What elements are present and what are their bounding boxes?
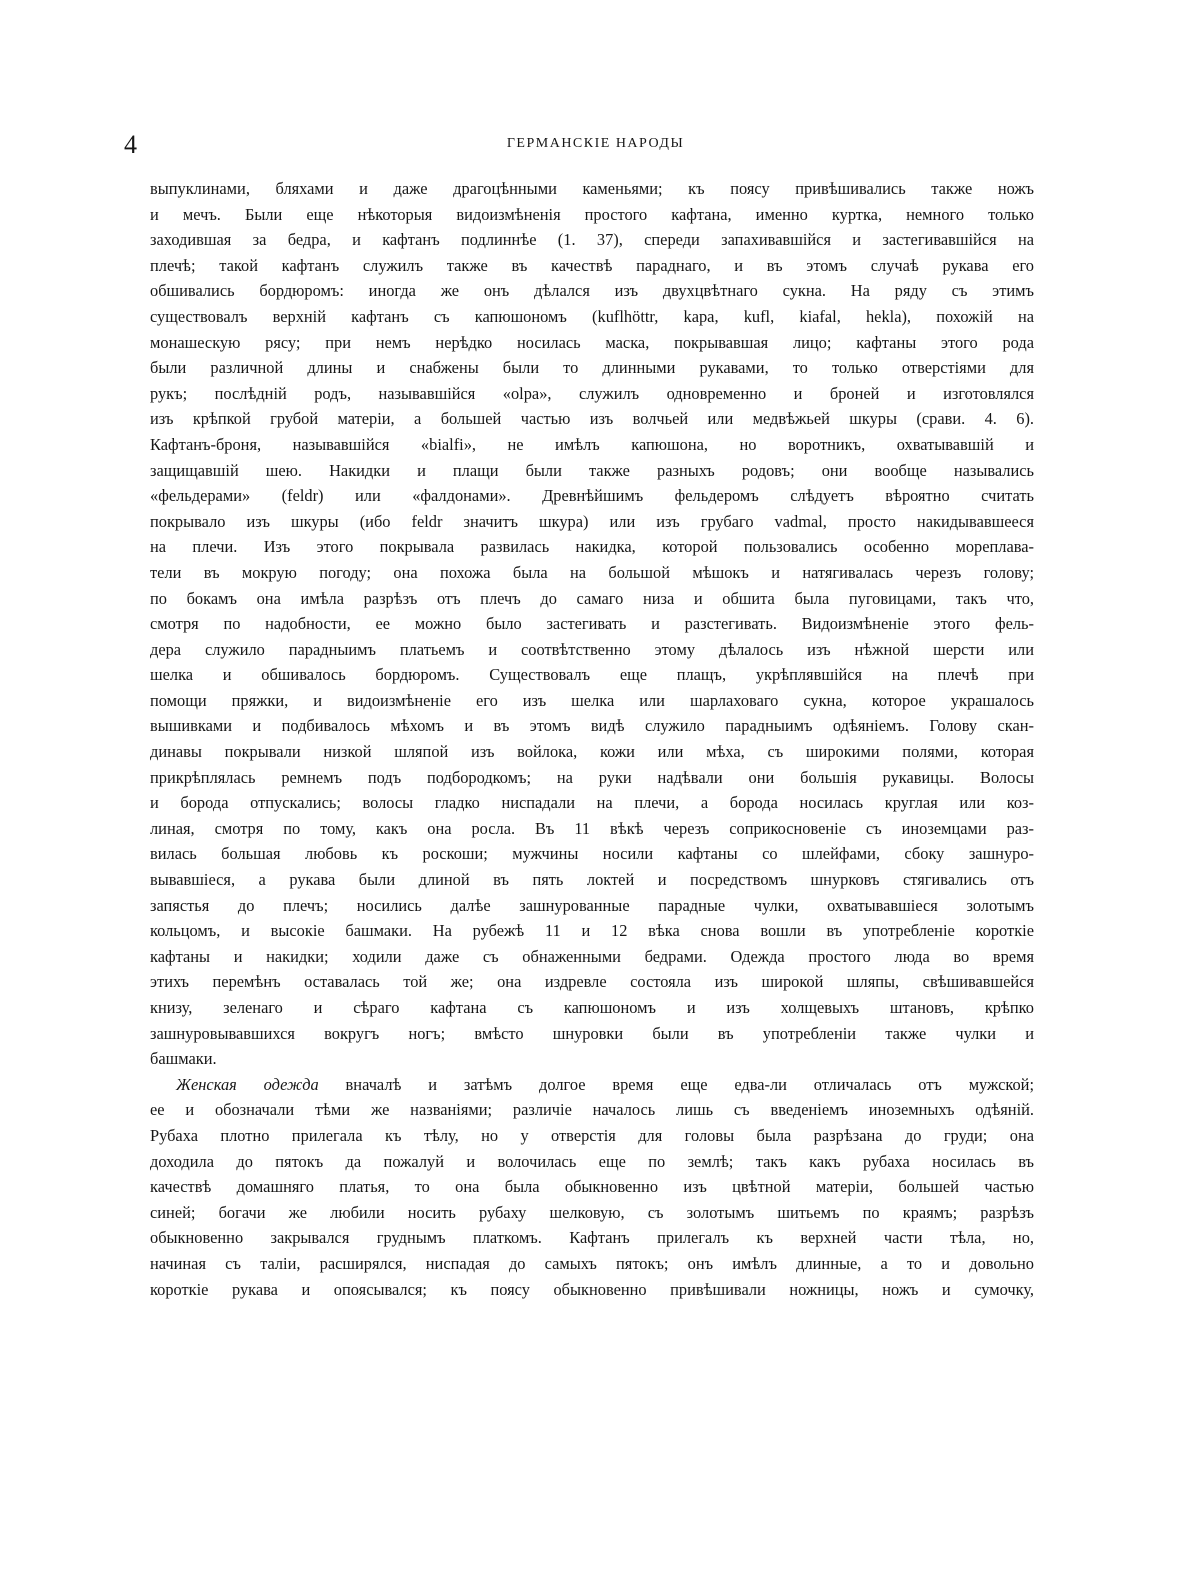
text-line: и борода отпускались; волосы гладко ниспадали на плечи, а борода носилась круглая или коз- <box>150 793 1034 813</box>
text-line: на плечи. Изъ этого покрывала развилась накидка, которой пользовались особенно мореплава- <box>150 537 1034 557</box>
text-line: динавы покрывали низкой шляпой изъ войлока, кожи или мѣха, съ широкими полями, которая <box>150 742 1034 762</box>
text-line: заходившая за бедра, и кафтанъ подлиннѣе (1. 37), спереди запахивавшійся и застегивавшійся на <box>150 230 1034 250</box>
text-line: дера служило парадныимъ платьемъ и соотвѣтственно этому дѣлалось изъ нѣжной шерсти или <box>150 639 1034 659</box>
text-line: и мечъ. Были еще нѣкоторыя видоизмѣненія простого кафтана, именно куртка, немного только <box>150 204 1034 224</box>
text-line: этихъ перемѣнъ оставалась той же; она издревле состояла изъ широкой шляпы, свѣшивавшейся <box>150 972 1034 992</box>
text-line <box>150 1072 1034 1098</box>
text-line: обыкновенно закрывался груднымъ платкомъ. Кафтанъ прилегалъ къ верхней части тѣла, но, <box>150 1228 1034 1248</box>
text-line: начиная съ таліи, расширялся, ниспадая до самыхъ пятокъ; онъ имѣлъ длинные, а то и довольно <box>150 1253 1034 1273</box>
paragraph-women-clothing <box>150 1072 1034 1302</box>
text-line: шелка и обшивалось бордюромъ. Существовалъ еще плащъ, укрѣплявшійся на плечѣ при <box>150 665 1034 685</box>
text-line: были различной длины и снабжены были то длинными рукавами, то только отверстіями для <box>150 358 1034 378</box>
paragraph-men-clothing <box>150 176 1034 1072</box>
text-line: прикрѣплялась ремнемъ подъ подбородкомъ; на руки надѣвали они большія рукавицы. Волосы <box>150 767 1034 787</box>
text-line: тели въ мокрую погоду; она похожа была на большой мѣшокъ и натягивалась черезъ голову; <box>150 562 1034 582</box>
page-number: 4 <box>124 130 137 159</box>
text-line: качествѣ домашняго платья, то она была обыкновенно изъ цвѣтной матеріи, большей частью <box>150 1177 1034 1197</box>
text-line: вышивками и подбивалось мѣхомъ и въ этомъ видѣ служило парадныимъ одѣяніемъ. Голову скан- <box>150 716 1034 736</box>
text-fragment: вначалѣ и затѣмъ долгое время еще едва-ли отличалась отъ мужской; <box>318 1074 1034 1094</box>
body-text <box>150 176 1034 1302</box>
text-line: вывавшіеся, а рукава были длиной въ пять локтей и посредствомъ шнурковъ стягивались отъ <box>150 870 1034 890</box>
text-line: Кафтанъ-броня, называвшійся «bialfi», не имѣлъ капюшона, но воротникъ, охватывавшій и <box>150 434 1034 454</box>
text-line: линая, смотря по тому, какъ она росла. Въ 11 вѣкѣ черезъ соприкосновеніе съ иноземцами раз- <box>150 818 1034 838</box>
text-line: защищавшій шею. Накидки и плащи были также разныхъ родовъ; они вообще назывались <box>150 460 1034 480</box>
text-line: Рубаха плотно прилегала къ тѣлу, но у отверстія для головы была разрѣзана до груди; она <box>150 1125 1034 1145</box>
text-line: вилась большая любовь къ роскоши; мужчины носили кафтаны со шлейфами, сбоку зашнуро- <box>150 844 1034 864</box>
text-line: выпуклинами, бляхами и даже драгоцѣнными каменьями; къ поясу привѣшивались также ножъ <box>150 179 1034 198</box>
text-line: синей; богачи же любили носить рубаху шелковую, съ золотымъ шитьемъ по краямъ; разрѣзъ <box>150 1202 1034 1222</box>
text-line: монашескую рясу; при немъ нерѣдко носилась маска, покрывавшая лицо; кафтаны этого рода <box>150 332 1034 352</box>
text-line: покрывало изъ шкуры (ибо feldr значитъ шкура) или изъ грубаго vadmal, просто накидывавшееся <box>150 511 1034 531</box>
text-line: смотря по надобности, ее можно было застегивать и разстегивать. Видоизмѣненіе этого фель- <box>150 614 1034 634</box>
text-line: существовалъ верхній кафтанъ съ капюшономъ (kuflhöttr, kapa, kufl, kiafal, hekla), похожій на <box>150 306 1034 326</box>
text-line: рукъ; послѣдній родъ, называвшійся «olpa», служилъ одновременно и броней и изготовлялся <box>150 383 1034 403</box>
text-line: обшивались бордюромъ: иногда же онъ дѣлался изъ двухцвѣтнаго сукна. На ряду съ этимъ <box>150 281 1034 301</box>
text-line: изъ крѣпкой грубой матеріи, а большей частью изъ волчьей или медвѣжьей шкуры (срави. 4. 6). <box>150 409 1034 429</box>
text-line: плечѣ; такой кафтанъ служилъ также въ качествѣ параднаго, и въ этомъ случаѣ рукава его <box>150 255 1034 275</box>
text-line: башмаки. <box>150 1049 217 1069</box>
text-line: короткіе рукава и опоясывался; къ поясу обыкновенно привѣшивали ножницы, ножъ и сумочку, <box>150 1279 1034 1299</box>
text-line: зашнуровывавшихся вокругъ ногъ; вмѣсто шнуровки были въ употребленіи также чулки и <box>150 1023 1034 1043</box>
text-line: ее и обозначали тѣми же названіями; различіе началось лишь съ введеніемъ иноземныхъ одѣяній. <box>150 1100 1034 1120</box>
text-line: книзу, зеленаго и сѣраго кафтана съ капюшономъ и изъ холщевыхъ штановъ, крѣпко <box>150 998 1034 1017</box>
text-line: по бокамъ она имѣла разрѣзъ отъ плечъ до самаго низа и обшита была пуговицами, такъ что, <box>150 588 1034 608</box>
text-line: кафтаны и накидки; ходили даже съ обнаженными бедрами. Одежда простого люда во время <box>150 946 1034 966</box>
text-line: кольцомъ, и высокіе башмаки. На рубежѣ 11 и 12 вѣка снова вошли въ употребленіе короткіе <box>150 921 1034 941</box>
running-title: ГЕРМАНСКІЕ НАРОДЫ <box>506 136 685 151</box>
text-line: запястья до плечъ; носились далѣе зашнурованные парадные чулки, охватывавшіеся золотымъ <box>150 895 1034 915</box>
text-line: доходила до пятокъ да пожалуй и волочилась еще по землѣ; такъ какъ рубаха носилась въ <box>150 1151 1034 1171</box>
text-line: «фельдерами» (feldr) или «фалдонами». Древнѣйшимъ фельдеромъ слѣдуетъ вѣроятно считать <box>150 486 1034 506</box>
text-line: помощи пряжки, и видоизмѣненіе его изъ шелка или шарлаховаго сукна, которое украшалось <box>150 690 1034 710</box>
italic-term: Женская одежда <box>176 1074 319 1094</box>
